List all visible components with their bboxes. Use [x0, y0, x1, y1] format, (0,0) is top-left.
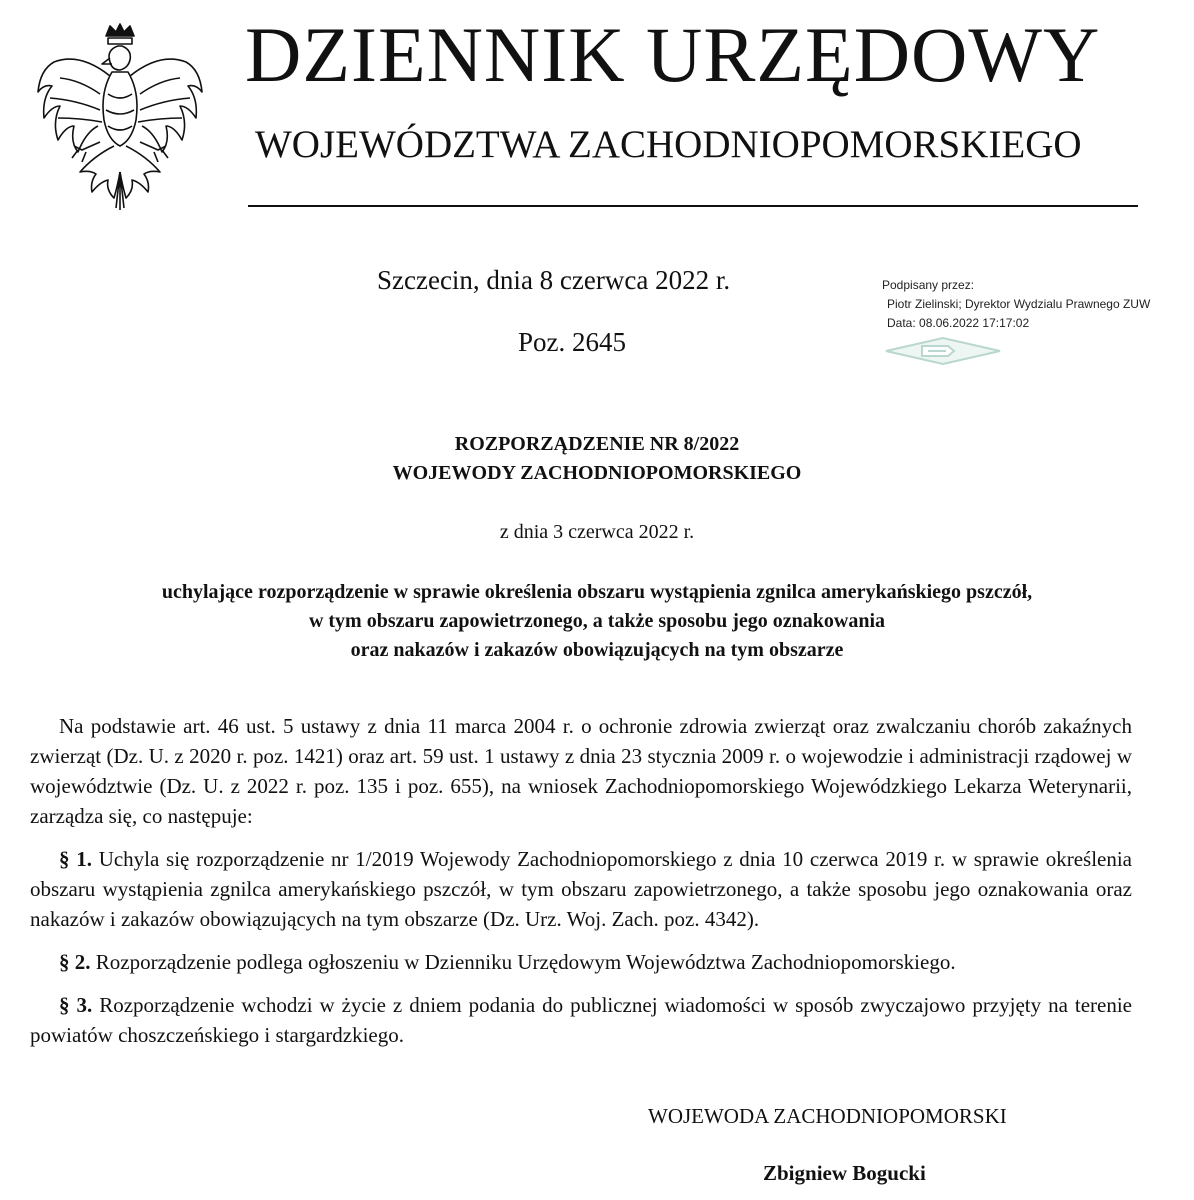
signatory-office: WOJEWODA ZACHODNIOPOMORSKI [648, 1104, 1007, 1128]
position-number: Poz. 2645 [518, 327, 626, 357]
e-signature-stamp-icon [882, 336, 1004, 366]
regulation-subject [0, 578, 1194, 665]
regulation-body [30, 711, 1132, 1050]
signature-date: Data: 08.06.2022 17:17:02 [887, 316, 1030, 330]
section-symbol: § 2. [59, 950, 91, 974]
signer-name: Piotr Zielinski; Dyrektor Wydzialu Prawnego ZUW [887, 297, 1151, 311]
subject-line: uchylające rozporządzenie w sprawie określenia obszaru wystąpienia zgnilca amerykańskiego pszczół, [161, 581, 1033, 603]
section-symbol: § 3. [59, 993, 93, 1017]
regulation-date: z dnia 3 czerwca 2022 r. [499, 521, 695, 543]
journal-title: DZIENNIK URZĘDOWY [245, 11, 1101, 98]
polish-eagle-emblem-icon [30, 22, 210, 212]
subject-line: oraz nakazów i zakazów obowiązujących na tym obszarze [350, 639, 844, 661]
signatory-name: Zbigniew Bogucki [763, 1161, 926, 1185]
legal-basis-preamble: Na podstawie art. 46 ust. 5 ustawy z dnia 11 marca 2004 r. o ochronie zdrowia zwierząt oraz zwalczaniu chorób zakaźnych zwierząt (Dz. U. z 2020 r. poz. 1421) oraz art. 59 ust. 1 ustawy z dnia 23 stycznia 2009 r. o wojewodzie i administracji rządowej w województwie (Dz. U. z 2022 r. poz. 135 i poz. 655), na wniosek Zachodniopomorskiego Wojewódzkiego Lekarza Weterynarii, zarządza się, co następuje: [30, 714, 1132, 828]
regulation-number: ROZPORZĄDZENIE NR 8/2022 [454, 433, 740, 455]
regulation-title [0, 430, 1194, 488]
regulation-issuer: WOJEWODY ZACHODNIOPOMORSKIEGO [392, 462, 802, 484]
section-symbol: § 1. [59, 847, 92, 871]
publication-place-date: Szczecin, dnia 8 czerwca 2022 r. [377, 265, 731, 295]
masthead-divider [248, 205, 1138, 207]
section-text: Rozporządzenie podlega ogłoszeniu w Dzienniku Urzędowym Województwa Zachodniopomorskiego. [95, 950, 956, 974]
section-text: Uchyla się rozporządzenie nr 1/2019 Wojewody Zachodniopomorskiego z dnia 10 czerwca 2019 r. w sprawie określenia obszaru wystąpienia zgnilca amerykańskiego pszczół, w tym obszaru zapowietrzonego, a także sposobu jego oznakowania oraz nakazów i zakazów obowiązujących na tym obszarze (Dz. Urz. Woj. Zach. poz. 4342). [30, 847, 1133, 931]
section-2 [30, 947, 1132, 977]
signature-label: Podpisany przez: [882, 278, 975, 292]
section-3 [30, 990, 1132, 1050]
journal-subtitle: WOJEWÓDZTWA ZACHODNIOPOMORSKIEGO [255, 123, 1082, 166]
section-1 [30, 844, 1132, 934]
electronic-signature-block [882, 276, 1182, 333]
section-text: Rozporządzenie wchodzi w życie z dniem podania do publicznej wiadomości w sposób zwyczajowo przyjęty na terenie powiatów choszczeńskiego i stargardzkiego. [30, 993, 1132, 1047]
subject-line: w tym obszaru zapowietrzonego, a także sposobu jego oznakowania [308, 610, 886, 632]
